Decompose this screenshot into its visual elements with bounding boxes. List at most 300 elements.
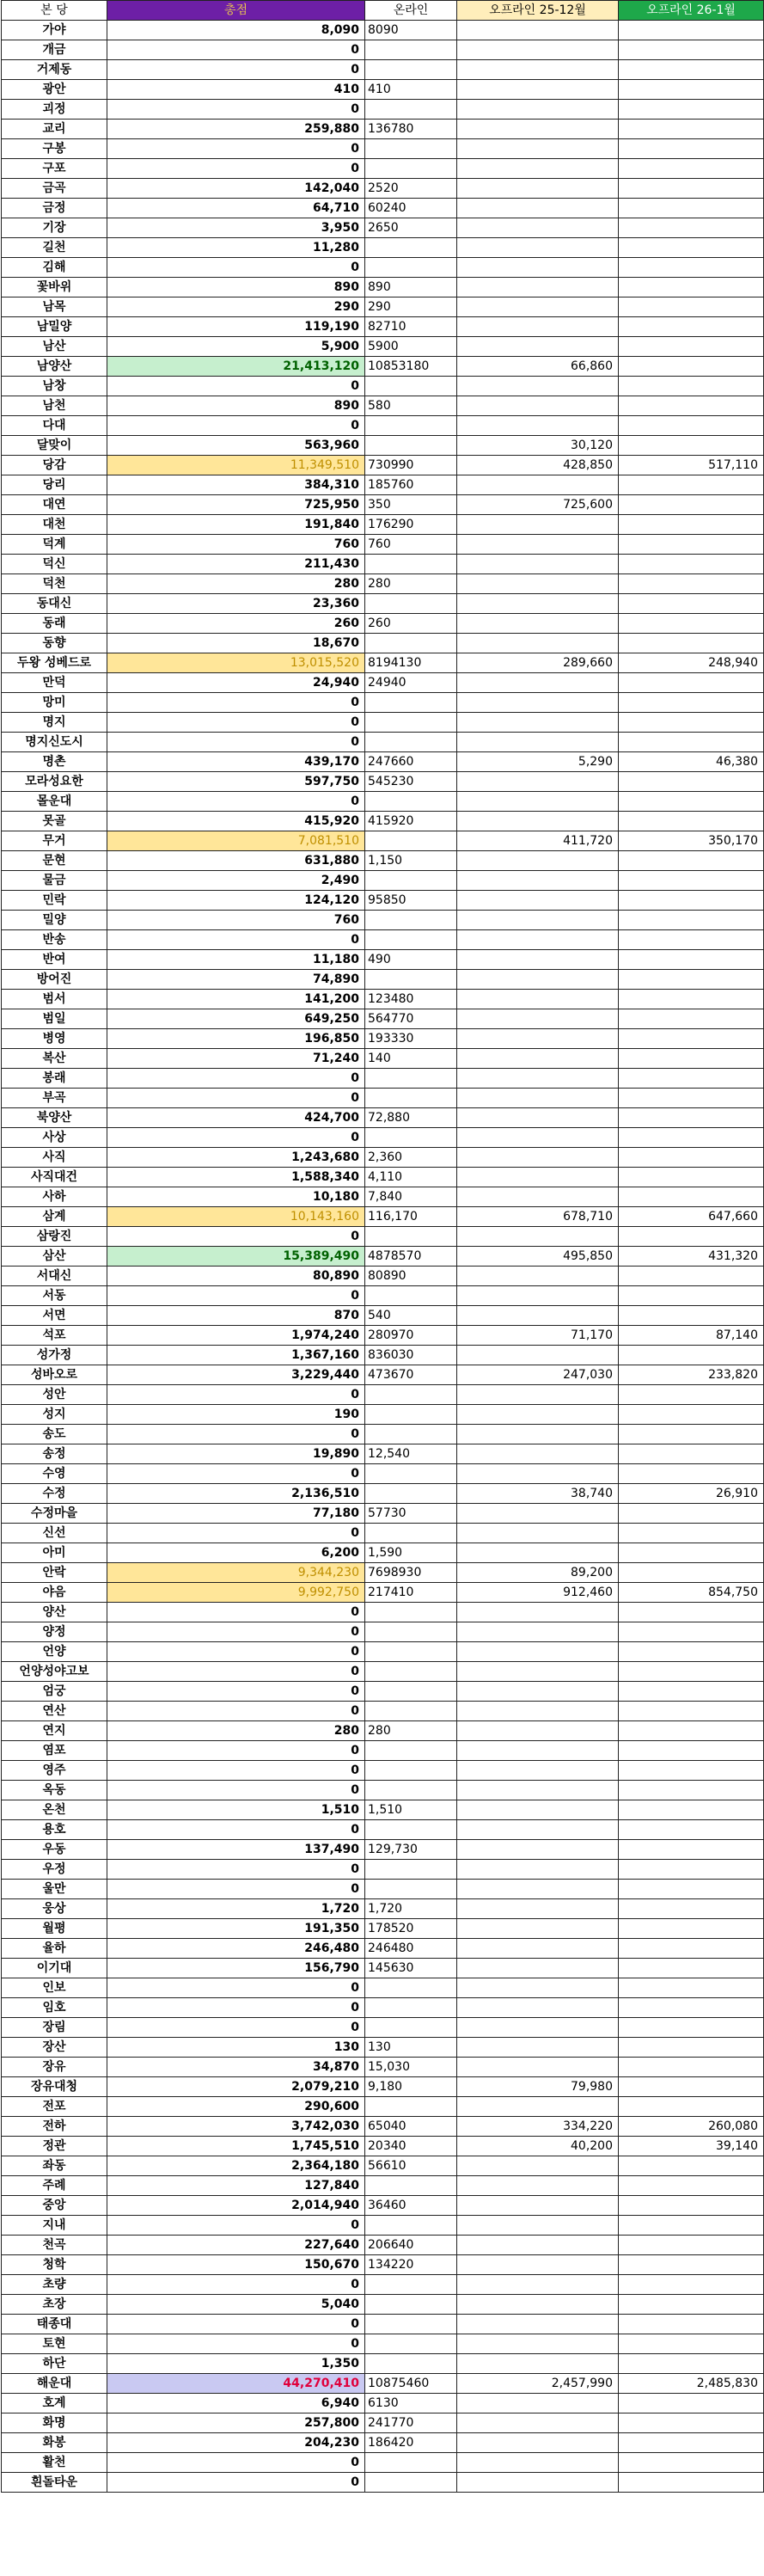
- online-score-cell[interactable]: 56610: [365, 2156, 457, 2176]
- online-score-cell[interactable]: 260: [365, 614, 457, 634]
- parish-name-cell[interactable]: 봉래: [2, 1069, 107, 1089]
- offline-jan-cell[interactable]: [619, 60, 764, 80]
- offline-jan-cell[interactable]: 647,660: [619, 1207, 764, 1227]
- parish-name-cell[interactable]: 기장: [2, 218, 107, 238]
- total-score-cell[interactable]: 0: [107, 60, 365, 80]
- total-score-cell[interactable]: 137,490: [107, 1840, 365, 1860]
- offline-dec-cell[interactable]: [457, 1800, 619, 1820]
- parish-name-cell[interactable]: 수정마을: [2, 1504, 107, 1524]
- online-score-cell[interactable]: 65040: [365, 2117, 457, 2137]
- online-score-cell[interactable]: 7698930: [365, 1563, 457, 1583]
- offline-dec-cell[interactable]: [457, 2255, 619, 2275]
- offline-dec-cell[interactable]: [457, 40, 619, 60]
- online-score-cell[interactable]: 7,840: [365, 1187, 457, 1207]
- online-score-cell[interactable]: 60240: [365, 199, 457, 218]
- online-score-cell[interactable]: 9,180: [365, 2077, 457, 2097]
- online-score-cell[interactable]: 730990: [365, 456, 457, 475]
- offline-dec-cell[interactable]: [457, 1524, 619, 1543]
- total-score-cell[interactable]: 13,015,520: [107, 653, 365, 673]
- offline-jan-cell[interactable]: 248,940: [619, 653, 764, 673]
- offline-dec-cell[interactable]: [457, 2295, 619, 2315]
- parish-name-cell[interactable]: 광안: [2, 80, 107, 100]
- online-score-cell[interactable]: [365, 436, 457, 456]
- online-score-cell[interactable]: [365, 416, 457, 436]
- online-score-cell[interactable]: [365, 1385, 457, 1405]
- offline-dec-cell[interactable]: [457, 1286, 619, 1306]
- online-score-cell[interactable]: 350: [365, 495, 457, 515]
- offline-dec-cell[interactable]: [457, 990, 619, 1009]
- online-score-cell[interactable]: 140: [365, 1049, 457, 1069]
- total-score-cell[interactable]: 196,850: [107, 1029, 365, 1049]
- offline-jan-cell[interactable]: [619, 278, 764, 297]
- online-score-cell[interactable]: [365, 1741, 457, 1761]
- parish-name-cell[interactable]: 삼랑진: [2, 1227, 107, 1247]
- offline-jan-cell[interactable]: [619, 2196, 764, 2216]
- parish-name-cell[interactable]: 다대: [2, 416, 107, 436]
- offline-dec-cell[interactable]: [457, 416, 619, 436]
- offline-jan-cell[interactable]: [619, 733, 764, 752]
- offline-jan-cell[interactable]: [619, 1108, 764, 1128]
- online-score-cell[interactable]: [365, 2275, 457, 2295]
- offline-dec-cell[interactable]: 79,980: [457, 2077, 619, 2097]
- online-score-cell[interactable]: [365, 1089, 457, 1108]
- offline-jan-cell[interactable]: [619, 1939, 764, 1959]
- offline-dec-cell[interactable]: [457, 21, 619, 40]
- total-score-cell[interactable]: 0: [107, 40, 365, 60]
- online-score-cell[interactable]: 241770: [365, 2413, 457, 2433]
- total-score-cell[interactable]: 0: [107, 1128, 365, 1148]
- offline-jan-cell[interactable]: [619, 120, 764, 139]
- offline-dec-cell[interactable]: 411,720: [457, 831, 619, 851]
- total-score-cell[interactable]: 259,880: [107, 120, 365, 139]
- offline-jan-cell[interactable]: [619, 1524, 764, 1543]
- total-score-cell[interactable]: 0: [107, 1702, 365, 1721]
- offline-jan-cell[interactable]: 350,170: [619, 831, 764, 851]
- parish-name-cell[interactable]: 대연: [2, 495, 107, 515]
- online-score-cell[interactable]: 760: [365, 535, 457, 555]
- online-score-cell[interactable]: 186420: [365, 2433, 457, 2453]
- column-header-online[interactable]: 온라인: [365, 1, 457, 21]
- offline-jan-cell[interactable]: 39,140: [619, 2137, 764, 2156]
- offline-dec-cell[interactable]: [457, 1504, 619, 1524]
- offline-jan-cell[interactable]: [619, 792, 764, 812]
- total-score-cell[interactable]: 0: [107, 1286, 365, 1306]
- online-score-cell[interactable]: [365, 1761, 457, 1781]
- online-score-cell[interactable]: 80890: [365, 1267, 457, 1286]
- column-header-offline-jan[interactable]: 오프라인 26-1월: [619, 1, 764, 21]
- total-score-cell[interactable]: 0: [107, 1464, 365, 1484]
- offline-jan-cell[interactable]: [619, 1800, 764, 1820]
- online-score-cell[interactable]: 247660: [365, 752, 457, 772]
- online-score-cell[interactable]: 116,170: [365, 1207, 457, 1227]
- total-score-cell[interactable]: 0: [107, 1880, 365, 1899]
- offline-dec-cell[interactable]: [457, 1128, 619, 1148]
- total-score-cell[interactable]: 1,720: [107, 1899, 365, 1919]
- offline-dec-cell[interactable]: 289,660: [457, 653, 619, 673]
- offline-jan-cell[interactable]: [619, 1662, 764, 1682]
- total-score-cell[interactable]: 0: [107, 377, 365, 396]
- offline-jan-cell[interactable]: [619, 2433, 764, 2453]
- offline-dec-cell[interactable]: [457, 1642, 619, 1662]
- offline-dec-cell[interactable]: [457, 2216, 619, 2236]
- offline-dec-cell[interactable]: [457, 1939, 619, 1959]
- parish-name-cell[interactable]: 이기대: [2, 1959, 107, 1978]
- parish-name-cell[interactable]: 해운대: [2, 2374, 107, 2394]
- offline-jan-cell[interactable]: [619, 2295, 764, 2315]
- offline-dec-cell[interactable]: 678,710: [457, 1207, 619, 1227]
- total-score-cell[interactable]: 127,840: [107, 2176, 365, 2196]
- offline-dec-cell[interactable]: [457, 1108, 619, 1128]
- offline-jan-cell[interactable]: [619, 1425, 764, 1444]
- total-score-cell[interactable]: 44,270,410: [107, 2374, 365, 2394]
- online-score-cell[interactable]: 8090: [365, 21, 457, 40]
- total-score-cell[interactable]: 0: [107, 1069, 365, 1089]
- online-score-cell[interactable]: 4,110: [365, 1168, 457, 1187]
- offline-jan-cell[interactable]: [619, 416, 764, 436]
- offline-jan-cell[interactable]: [619, 2255, 764, 2275]
- online-score-cell[interactable]: [365, 1998, 457, 2018]
- total-score-cell[interactable]: 0: [107, 792, 365, 812]
- offline-jan-cell[interactable]: [619, 1563, 764, 1583]
- online-score-cell[interactable]: [365, 1484, 457, 1504]
- offline-jan-cell[interactable]: [619, 2176, 764, 2196]
- offline-jan-cell[interactable]: [619, 1702, 764, 1721]
- total-score-cell[interactable]: 725,950: [107, 495, 365, 515]
- total-score-cell[interactable]: 3,742,030: [107, 2117, 365, 2137]
- total-score-cell[interactable]: 290,600: [107, 2097, 365, 2117]
- offline-dec-cell[interactable]: [457, 1444, 619, 1464]
- parish-name-cell[interactable]: 월평: [2, 1919, 107, 1939]
- offline-dec-cell[interactable]: [457, 297, 619, 317]
- total-score-cell[interactable]: 870: [107, 1306, 365, 1326]
- offline-jan-cell[interactable]: [619, 2473, 764, 2493]
- offline-dec-cell[interactable]: [457, 1919, 619, 1939]
- parish-name-cell[interactable]: 명촌: [2, 752, 107, 772]
- parish-name-cell[interactable]: 태종대: [2, 2315, 107, 2334]
- parish-name-cell[interactable]: 물금: [2, 871, 107, 891]
- online-score-cell[interactable]: 36460: [365, 2196, 457, 2216]
- offline-dec-cell[interactable]: 66,860: [457, 357, 619, 377]
- offline-dec-cell[interactable]: [457, 970, 619, 990]
- offline-jan-cell[interactable]: [619, 1504, 764, 1524]
- total-score-cell[interactable]: 280: [107, 574, 365, 594]
- offline-jan-cell[interactable]: [619, 1781, 764, 1800]
- offline-jan-cell[interactable]: [619, 1978, 764, 1998]
- parish-name-cell[interactable]: 야음: [2, 1583, 107, 1603]
- total-score-cell[interactable]: 0: [107, 1642, 365, 1662]
- offline-dec-cell[interactable]: [457, 594, 619, 614]
- offline-jan-cell[interactable]: [619, 2334, 764, 2354]
- total-score-cell[interactable]: 124,120: [107, 891, 365, 911]
- offline-dec-cell[interactable]: [457, 1029, 619, 1049]
- online-score-cell[interactable]: [365, 693, 457, 713]
- offline-dec-cell[interactable]: [457, 1622, 619, 1642]
- parish-name-cell[interactable]: 활천: [2, 2453, 107, 2473]
- total-score-cell[interactable]: 2,136,510: [107, 1484, 365, 1504]
- offline-jan-cell[interactable]: [619, 1187, 764, 1207]
- parish-name-cell[interactable]: 서동: [2, 1286, 107, 1306]
- parish-name-cell[interactable]: 망미: [2, 693, 107, 713]
- parish-name-cell[interactable]: 임호: [2, 1998, 107, 2018]
- offline-jan-cell[interactable]: [619, 2354, 764, 2374]
- parish-name-cell[interactable]: 서대신: [2, 1267, 107, 1286]
- total-score-cell[interactable]: 0: [107, 1741, 365, 1761]
- online-score-cell[interactable]: [365, 1286, 457, 1306]
- offline-dec-cell[interactable]: [457, 1385, 619, 1405]
- offline-dec-cell[interactable]: [457, 2097, 619, 2117]
- parish-name-cell[interactable]: 언양성야고보: [2, 1662, 107, 1682]
- parish-name-cell[interactable]: 울만: [2, 1880, 107, 1899]
- offline-dec-cell[interactable]: [457, 2473, 619, 2493]
- online-score-cell[interactable]: [365, 1978, 457, 1998]
- offline-jan-cell[interactable]: [619, 1622, 764, 1642]
- total-score-cell[interactable]: 1,974,240: [107, 1326, 365, 1346]
- offline-jan-cell[interactable]: [619, 1840, 764, 1860]
- offline-dec-cell[interactable]: [457, 60, 619, 80]
- offline-jan-cell[interactable]: [619, 990, 764, 1009]
- total-score-cell[interactable]: 597,750: [107, 772, 365, 792]
- total-score-cell[interactable]: 119,190: [107, 317, 365, 337]
- offline-jan-cell[interactable]: [619, 1267, 764, 1286]
- parish-name-cell[interactable]: 금정: [2, 199, 107, 218]
- parish-name-cell[interactable]: 온천: [2, 1800, 107, 1820]
- parish-name-cell[interactable]: 몰운대: [2, 792, 107, 812]
- parish-name-cell[interactable]: 구포: [2, 159, 107, 179]
- parish-name-cell[interactable]: 삼계: [2, 1207, 107, 1227]
- online-score-cell[interactable]: 246480: [365, 1939, 457, 1959]
- offline-dec-cell[interactable]: [457, 2038, 619, 2058]
- parish-name-cell[interactable]: 연지: [2, 1721, 107, 1741]
- parish-name-cell[interactable]: 명지신도시: [2, 733, 107, 752]
- total-score-cell[interactable]: 11,180: [107, 950, 365, 970]
- offline-dec-cell[interactable]: [457, 2275, 619, 2295]
- offline-dec-cell[interactable]: [457, 1306, 619, 1326]
- offline-dec-cell[interactable]: 40,200: [457, 2137, 619, 2156]
- parish-name-cell[interactable]: 언양: [2, 1642, 107, 1662]
- total-score-cell[interactable]: 130: [107, 2038, 365, 2058]
- offline-dec-cell[interactable]: [457, 911, 619, 930]
- offline-jan-cell[interactable]: [619, 1128, 764, 1148]
- offline-dec-cell[interactable]: [457, 377, 619, 396]
- offline-dec-cell[interactable]: [457, 1187, 619, 1207]
- parish-name-cell[interactable]: 장유대청: [2, 2077, 107, 2097]
- offline-dec-cell[interactable]: [457, 2156, 619, 2176]
- offline-dec-cell[interactable]: [457, 139, 619, 159]
- offline-dec-cell[interactable]: [457, 100, 619, 120]
- parish-name-cell[interactable]: 영주: [2, 1761, 107, 1781]
- parish-name-cell[interactable]: 청학: [2, 2255, 107, 2275]
- parish-name-cell[interactable]: 장림: [2, 2018, 107, 2038]
- total-score-cell[interactable]: 10,143,160: [107, 1207, 365, 1227]
- online-score-cell[interactable]: 410: [365, 80, 457, 100]
- parish-name-cell[interactable]: 반송: [2, 930, 107, 950]
- parish-name-cell[interactable]: 수영: [2, 1464, 107, 1484]
- parish-name-cell[interactable]: 흰돌타운: [2, 2473, 107, 2493]
- offline-dec-cell[interactable]: [457, 1089, 619, 1108]
- offline-jan-cell[interactable]: 431,320: [619, 1247, 764, 1267]
- offline-jan-cell[interactable]: [619, 2216, 764, 2236]
- offline-jan-cell[interactable]: [619, 1959, 764, 1978]
- parish-name-cell[interactable]: 송정: [2, 1444, 107, 1464]
- parish-name-cell[interactable]: 길천: [2, 238, 107, 258]
- online-score-cell[interactable]: 490: [365, 950, 457, 970]
- total-score-cell[interactable]: 890: [107, 396, 365, 416]
- total-score-cell[interactable]: 141,200: [107, 990, 365, 1009]
- total-score-cell[interactable]: 0: [107, 2216, 365, 2236]
- online-score-cell[interactable]: [365, 2295, 457, 2315]
- offline-dec-cell[interactable]: 725,600: [457, 495, 619, 515]
- offline-dec-cell[interactable]: [457, 2394, 619, 2413]
- offline-dec-cell[interactable]: [457, 812, 619, 831]
- total-score-cell[interactable]: 227,640: [107, 2236, 365, 2255]
- online-score-cell[interactable]: [365, 1425, 457, 1444]
- online-score-cell[interactable]: [365, 1702, 457, 1721]
- parish-name-cell[interactable]: 옥동: [2, 1781, 107, 1800]
- online-score-cell[interactable]: 2520: [365, 179, 457, 199]
- parish-name-cell[interactable]: 성안: [2, 1385, 107, 1405]
- offline-dec-cell[interactable]: [457, 80, 619, 100]
- parish-name-cell[interactable]: 달맞이: [2, 436, 107, 456]
- parish-name-cell[interactable]: 주례: [2, 2176, 107, 2196]
- offline-jan-cell[interactable]: [619, 1069, 764, 1089]
- parish-name-cell[interactable]: 못골: [2, 812, 107, 831]
- offline-jan-cell[interactable]: [619, 1642, 764, 1662]
- offline-dec-cell[interactable]: [457, 317, 619, 337]
- online-score-cell[interactable]: 82710: [365, 317, 457, 337]
- online-score-cell[interactable]: [365, 2176, 457, 2196]
- offline-jan-cell[interactable]: [619, 21, 764, 40]
- total-score-cell[interactable]: 6,200: [107, 1543, 365, 1563]
- offline-jan-cell[interactable]: [619, 515, 764, 535]
- parish-name-cell[interactable]: 구봉: [2, 139, 107, 159]
- offline-jan-cell[interactable]: [619, 377, 764, 396]
- offline-dec-cell[interactable]: [457, 1899, 619, 1919]
- total-score-cell[interactable]: 7,081,510: [107, 831, 365, 851]
- total-score-cell[interactable]: 563,960: [107, 436, 365, 456]
- offline-jan-cell[interactable]: [619, 1543, 764, 1563]
- offline-dec-cell[interactable]: [457, 574, 619, 594]
- offline-dec-cell[interactable]: [457, 851, 619, 871]
- total-score-cell[interactable]: 8,090: [107, 21, 365, 40]
- parish-name-cell[interactable]: 석포: [2, 1326, 107, 1346]
- total-score-cell[interactable]: 5,040: [107, 2295, 365, 2315]
- total-score-cell[interactable]: 0: [107, 1089, 365, 1108]
- online-score-cell[interactable]: 129,730: [365, 1840, 457, 1860]
- online-score-cell[interactable]: 5900: [365, 337, 457, 357]
- parish-name-cell[interactable]: 반여: [2, 950, 107, 970]
- offline-jan-cell[interactable]: [619, 911, 764, 930]
- offline-dec-cell[interactable]: [457, 1346, 619, 1365]
- parish-name-cell[interactable]: 율하: [2, 1939, 107, 1959]
- offline-dec-cell[interactable]: 334,220: [457, 2117, 619, 2137]
- parish-name-cell[interactable]: 우동: [2, 1840, 107, 1860]
- total-score-cell[interactable]: 280: [107, 1721, 365, 1741]
- online-score-cell[interactable]: [365, 2216, 457, 2236]
- online-score-cell[interactable]: [365, 60, 457, 80]
- offline-dec-cell[interactable]: [457, 2433, 619, 2453]
- offline-dec-cell[interactable]: 30,120: [457, 436, 619, 456]
- total-score-cell[interactable]: 0: [107, 1682, 365, 1702]
- total-score-cell[interactable]: 1,588,340: [107, 1168, 365, 1187]
- total-score-cell[interactable]: 0: [107, 1425, 365, 1444]
- offline-dec-cell[interactable]: [457, 1721, 619, 1741]
- offline-dec-cell[interactable]: [457, 515, 619, 535]
- offline-jan-cell[interactable]: 46,380: [619, 752, 764, 772]
- parish-name-cell[interactable]: 김해: [2, 258, 107, 278]
- parish-name-cell[interactable]: 안락: [2, 1563, 107, 1583]
- online-score-cell[interactable]: 95850: [365, 891, 457, 911]
- online-score-cell[interactable]: [365, 634, 457, 653]
- total-score-cell[interactable]: 0: [107, 159, 365, 179]
- total-score-cell[interactable]: 1,367,160: [107, 1346, 365, 1365]
- offline-jan-cell[interactable]: [619, 1049, 764, 1069]
- online-score-cell[interactable]: 15,030: [365, 2058, 457, 2077]
- total-score-cell[interactable]: 0: [107, 930, 365, 950]
- online-score-cell[interactable]: [365, 871, 457, 891]
- offline-jan-cell[interactable]: [619, 80, 764, 100]
- offline-dec-cell[interactable]: [457, 258, 619, 278]
- online-score-cell[interactable]: 6130: [365, 2394, 457, 2413]
- online-score-cell[interactable]: 136780: [365, 120, 457, 139]
- online-score-cell[interactable]: [365, 831, 457, 851]
- parish-name-cell[interactable]: 사하: [2, 1187, 107, 1207]
- offline-dec-cell[interactable]: [457, 1761, 619, 1781]
- offline-jan-cell[interactable]: [619, 871, 764, 891]
- offline-dec-cell[interactable]: [457, 475, 619, 495]
- offline-jan-cell[interactable]: [619, 2156, 764, 2176]
- offline-jan-cell[interactable]: [619, 1227, 764, 1247]
- offline-jan-cell[interactable]: [619, 258, 764, 278]
- offline-jan-cell[interactable]: [619, 1346, 764, 1365]
- offline-jan-cell[interactable]: [619, 1919, 764, 1939]
- offline-dec-cell[interactable]: [457, 1880, 619, 1899]
- online-score-cell[interactable]: [365, 792, 457, 812]
- offline-jan-cell[interactable]: [619, 495, 764, 515]
- offline-dec-cell[interactable]: [457, 1998, 619, 2018]
- offline-jan-cell[interactable]: [619, 851, 764, 871]
- offline-dec-cell[interactable]: [457, 673, 619, 693]
- online-score-cell[interactable]: [365, 911, 457, 930]
- offline-dec-cell[interactable]: 247,030: [457, 1365, 619, 1385]
- total-score-cell[interactable]: 2,490: [107, 871, 365, 891]
- online-score-cell[interactable]: 2,360: [365, 1148, 457, 1168]
- parish-name-cell[interactable]: 남양산: [2, 357, 107, 377]
- parish-name-cell[interactable]: 수정: [2, 1484, 107, 1504]
- offline-dec-cell[interactable]: [457, 2058, 619, 2077]
- total-score-cell[interactable]: 260: [107, 614, 365, 634]
- offline-jan-cell[interactable]: [619, 555, 764, 574]
- total-score-cell[interactable]: 631,880: [107, 851, 365, 871]
- online-score-cell[interactable]: [365, 100, 457, 120]
- online-score-cell[interactable]: 836030: [365, 1346, 457, 1365]
- parish-name-cell[interactable]: 양산: [2, 1603, 107, 1622]
- total-score-cell[interactable]: 0: [107, 1622, 365, 1642]
- parish-name-cell[interactable]: 사상: [2, 1128, 107, 1148]
- total-score-cell[interactable]: 760: [107, 535, 365, 555]
- offline-dec-cell[interactable]: 2,457,990: [457, 2374, 619, 2394]
- online-score-cell[interactable]: [365, 238, 457, 258]
- offline-jan-cell[interactable]: [619, 218, 764, 238]
- offline-jan-cell[interactable]: [619, 713, 764, 733]
- total-score-cell[interactable]: 0: [107, 2315, 365, 2334]
- parish-name-cell[interactable]: 덕계: [2, 535, 107, 555]
- offline-dec-cell[interactable]: [457, 1820, 619, 1840]
- offline-jan-cell[interactable]: [619, 100, 764, 120]
- total-score-cell[interactable]: 19,890: [107, 1444, 365, 1464]
- total-score-cell[interactable]: 0: [107, 100, 365, 120]
- offline-jan-cell[interactable]: [619, 297, 764, 317]
- parish-name-cell[interactable]: 좌동: [2, 2156, 107, 2176]
